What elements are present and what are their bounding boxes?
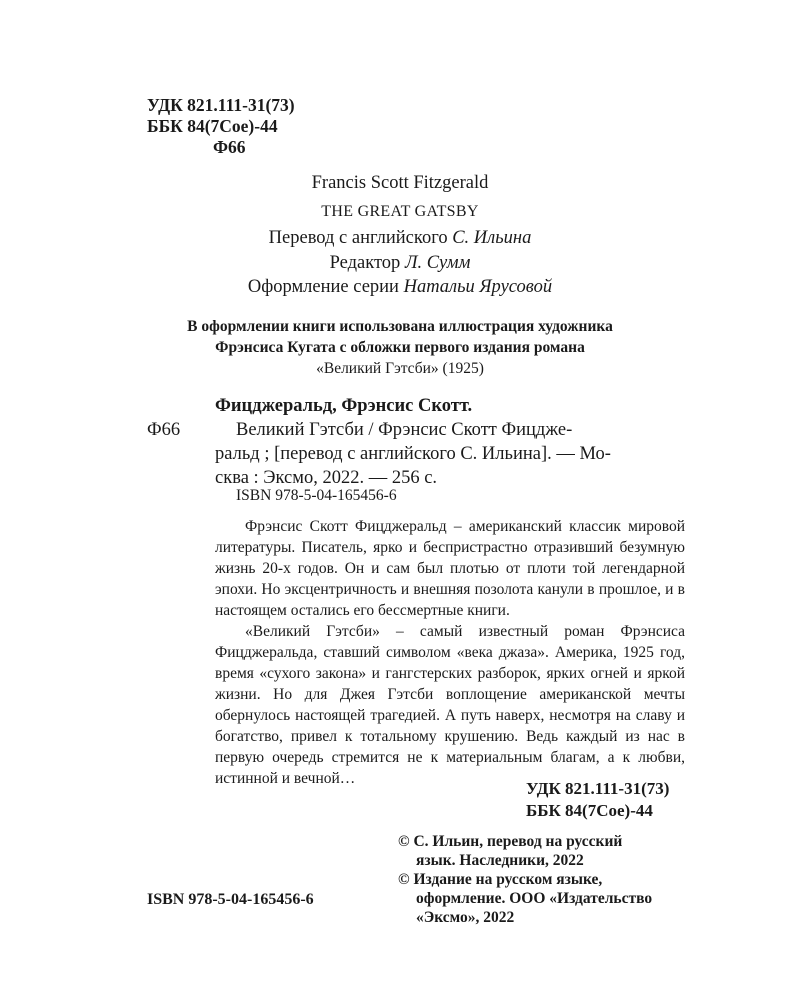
copyright-line: © С. Ильин, перевод на русский — [398, 833, 623, 850]
bib-line: сква : Эксмо, 2022. — 256 с. — [215, 468, 438, 488]
classification-codes-top — [147, 95, 295, 158]
bbk-code: ББК 84(7Сое)-44 — [147, 116, 278, 136]
author-mark: Ф66 — [213, 137, 246, 157]
bib-mark: Ф66 — [147, 420, 181, 440]
editor-name: Л. Сумм — [404, 253, 471, 273]
bib-line: Великий Гэтсби / Фрэнсис Скотт Фицдже- — [236, 420, 573, 440]
udk-code: УДК 821.111-31(73) — [526, 779, 670, 798]
copyright-line: язык. Наследники, 2022 — [416, 852, 584, 869]
bbk-code: ББК 84(7Сое)-44 — [526, 801, 653, 820]
copyright-block — [398, 832, 652, 927]
illustration-note-line: Фрэнсиса Кугата с обложки первого издания романа — [215, 339, 585, 356]
illustration-note-line: В оформлении книги использована иллюстрация художника — [187, 318, 613, 335]
annotation-paragraph: Фрэнсис Скотт Фицджеральд – американский классик мировой литературы. Писатель, ярко и беспристрастно отразивший безумную жизнь 20-х годов. Он и сам был плотью от плоти той легендарной эпохи. Но эксцентричность и внешняя позолота канули в прошлое, и в настоящем остались его бессмертные книги. — [215, 518, 685, 619]
copyright-line: оформление. ООО «Издательство — [416, 890, 653, 907]
bib-isbn: ISBN 978-5-04-165456-6 — [236, 487, 397, 504]
editor-label: Редактор — [329, 253, 401, 273]
translator-name: С. Ильина — [452, 228, 532, 248]
original-title: THE GREAT GATSBY — [321, 203, 479, 220]
classification-codes-bottom — [526, 778, 669, 822]
illustration-note — [0, 316, 800, 379]
original-author: Francis Scott Fitzgerald — [311, 173, 489, 193]
copyright-line: © Издание на русском языке, — [398, 871, 603, 888]
bib-heading: Фицджеральд, Фрэнсис Скотт. — [215, 396, 473, 416]
bib-line: ральд ; [перевод с английского С. Ильина]. — Мо- — [215, 444, 611, 464]
designer-name: Натальи Ярусовой — [403, 277, 553, 297]
design-credit — [0, 277, 800, 298]
annotation — [215, 516, 685, 789]
translation-credit — [0, 228, 800, 249]
copyright-line: «Эксмо», 2022 — [416, 909, 515, 926]
udk-code: УДК 821.111-31(73) — [147, 95, 295, 115]
annotation-paragraph: «Великий Гэтсби» – самый известный роман Фрэнсиса Фицджеральда, ставший символом «века джаза». Америка, 1925 год, время «сухого закона» и гангстерских разборок, ярких огней и яркой жизни. Но для Джея Гэтсби воплощение американской мечты обернулось настоящей трагедией. А путь наверх, несмотря на славу и богатство, привел к тотальному крушению. Ведь каждый из нас в первую очередь стремится не к материальным благам, а к любви, истинной и вечной… — [215, 623, 685, 787]
translation-label: Перевод с английского — [268, 228, 448, 248]
editor-credit — [0, 253, 800, 274]
illustration-note-line: «Великий Гэтсби» (1925) — [316, 360, 484, 377]
isbn-bottom: ISBN 978-5-04-165456-6 — [147, 891, 314, 908]
design-label: Оформление серии — [247, 277, 399, 297]
